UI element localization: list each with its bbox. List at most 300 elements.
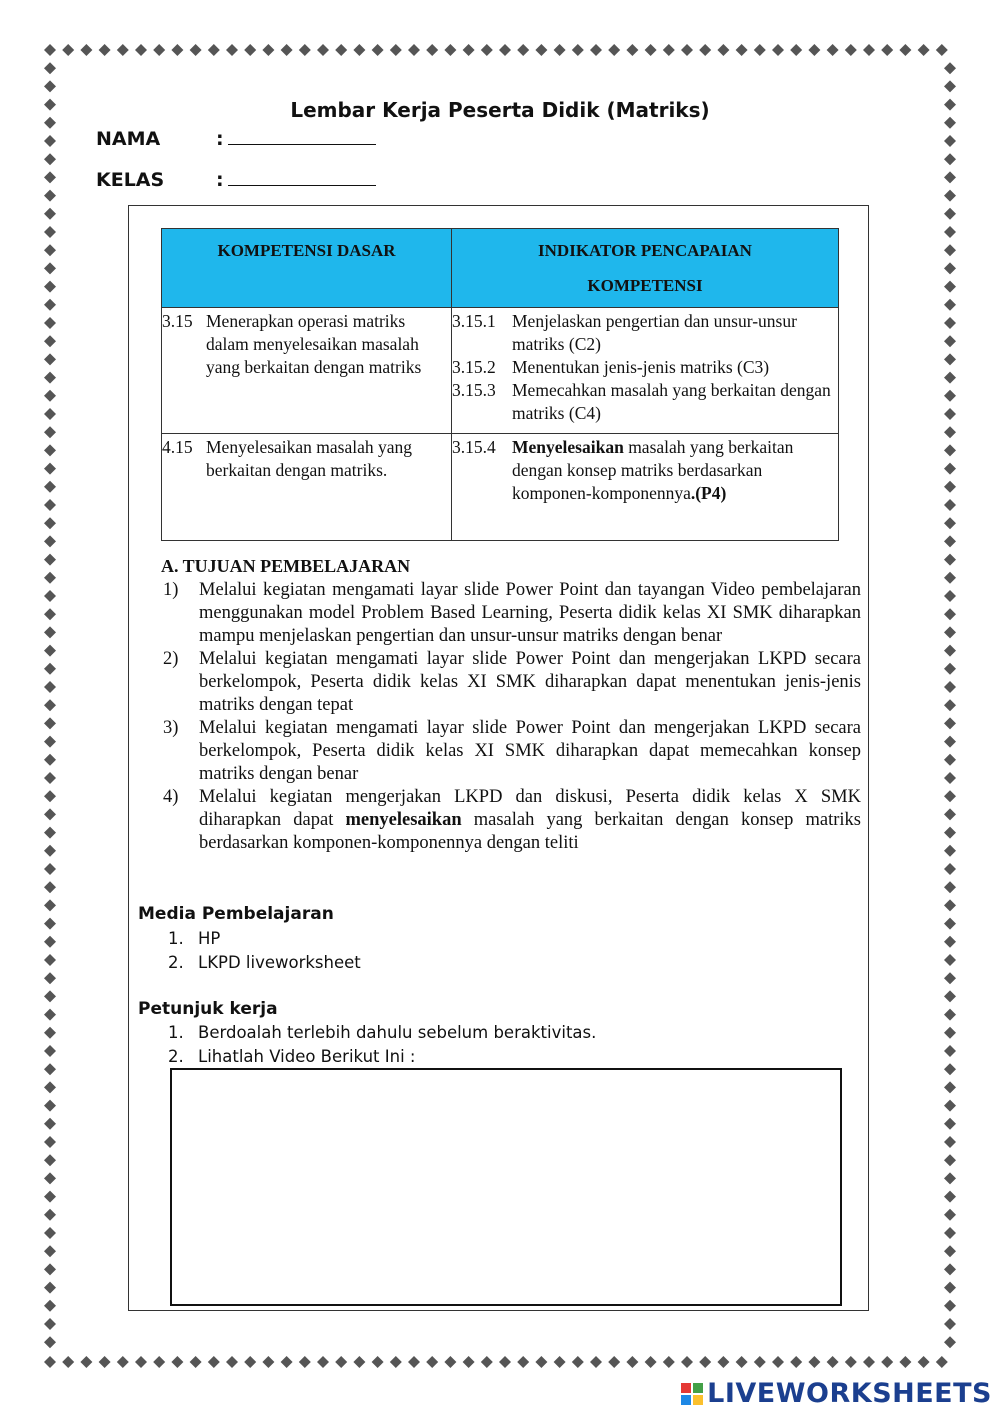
nama-blank[interactable] (228, 130, 376, 145)
item-number: 1. (168, 1023, 184, 1042)
diamond-mark (44, 1027, 56, 1039)
diamond-mark (944, 699, 956, 711)
diamond-mark (944, 190, 956, 202)
diamond-mark (44, 135, 56, 147)
diamond-mark (845, 44, 857, 56)
diamond-mark (335, 1356, 347, 1368)
diamond-mark (190, 44, 202, 56)
diamond-mark (44, 444, 56, 456)
diamond-mark (44, 1263, 56, 1275)
item-number: 2. (168, 953, 184, 972)
table-row (162, 434, 839, 541)
diamond-mark (44, 1227, 56, 1239)
diamond-mark (44, 572, 56, 584)
list-item (163, 579, 861, 648)
diamond-mark (663, 1356, 675, 1368)
diamond-mark (44, 1100, 56, 1112)
diamond-mark (408, 44, 420, 56)
diamond-mark (281, 1356, 293, 1368)
diamond-mark (44, 1136, 56, 1148)
diamond-mark (44, 481, 56, 493)
diamond-mark (944, 80, 956, 92)
diamond-mark (626, 1356, 638, 1368)
petunjuk-heading: Petunjuk kerja (138, 999, 278, 1019)
diamond-mark (944, 554, 956, 566)
diamond-mark (944, 663, 956, 675)
diamond-mark (317, 44, 329, 56)
diamond-mark (944, 281, 956, 293)
item-text-pre: Melalui kegiatan mengerjakan LKPD dan diskusi, Peserta didik kelas X SMK diharapkan dapat (199, 787, 861, 830)
diamond-mark (754, 1356, 766, 1368)
diamond-mark (44, 954, 56, 966)
diamond-mark (226, 44, 238, 56)
diamond-mark (44, 990, 56, 1002)
diamond-mark (208, 1356, 220, 1368)
diamond-mark (299, 1356, 311, 1368)
diamond-mark (517, 1356, 529, 1368)
diamond-mark (944, 717, 956, 729)
diamond-mark (44, 608, 56, 620)
diamond-mark (681, 44, 693, 56)
diamond-mark (944, 845, 956, 857)
diamond-mark (299, 44, 311, 56)
diamond-mark (944, 226, 956, 238)
diamond-mark (754, 44, 766, 56)
diamond-mark (281, 44, 293, 56)
diamond-mark (44, 1191, 56, 1203)
diamond-mark (590, 1356, 602, 1368)
diamond-mark (944, 918, 956, 930)
diamond-mark (663, 44, 675, 56)
diamond-mark (80, 44, 92, 56)
diamond-mark (44, 772, 56, 784)
diamond-mark (944, 1318, 956, 1330)
indicator-number: 3.15.1 (452, 311, 496, 331)
diamond-mark (44, 1356, 56, 1368)
diamond-mark (944, 517, 956, 529)
diamond-mark (117, 44, 129, 56)
diamond-mark (44, 827, 56, 839)
diamond-mark (44, 1336, 56, 1348)
diamond-mark (944, 353, 956, 365)
diamond-mark (944, 1063, 956, 1075)
diamond-mark (80, 1356, 92, 1368)
diamond-mark (44, 463, 56, 475)
diamond-mark (944, 153, 956, 165)
diamond-mark (944, 881, 956, 893)
list-item (163, 786, 861, 855)
page-title: Lembar Kerja Peserta Didik (Matriks) (290, 98, 710, 122)
diamond-mark (944, 171, 956, 183)
diamond-mark (699, 44, 711, 56)
diamond-mark (44, 1063, 56, 1075)
diamond-mark (353, 1356, 365, 1368)
diamond-mark (499, 44, 511, 56)
diamond-mark (244, 1356, 256, 1368)
diamond-mark (944, 1118, 956, 1130)
diamond-mark (944, 1227, 956, 1239)
list-item (163, 648, 861, 717)
list-item (168, 953, 361, 972)
diamond-mark (944, 1209, 956, 1221)
diamond-mark (944, 626, 956, 638)
diamond-mark (918, 44, 930, 56)
diamond-mark (117, 1356, 129, 1368)
diamond-mark (353, 44, 365, 56)
diamond-mark (499, 1356, 511, 1368)
diamond-mark (944, 244, 956, 256)
indicator-number: 3.15.4 (452, 437, 496, 457)
diamond-mark (944, 608, 956, 620)
diamond-mark (699, 1356, 711, 1368)
logo-square (693, 1395, 703, 1405)
diamond-mark (944, 1009, 956, 1021)
kelas-blank[interactable] (228, 171, 376, 186)
indicator-text (512, 436, 838, 505)
diamond-mark (44, 281, 56, 293)
kd-number: 3.15 (162, 311, 193, 331)
diamond-mark (944, 390, 956, 402)
item-text-post: masalah yang berkaitan dengan konsep matriks berdasarkan komponen-komponennya dengan teliti (199, 810, 861, 853)
diamond-mark (944, 863, 956, 875)
diamond-mark (626, 44, 638, 56)
diamond-mark (390, 1356, 402, 1368)
diamond-mark (944, 790, 956, 802)
item-text: Melalui kegiatan mengamati layar slide Power Point dan tayangan Video pembelajaran menggunakan model Problem Based Learning, Peserta didik kelas XI SMK diharapkan mampu menjelaskan pengertian dan unsur-unsur matriks dengan benar (199, 580, 861, 646)
col-header-indikator (452, 229, 839, 308)
diamond-mark (944, 681, 956, 693)
video-placeholder[interactable] (170, 1068, 842, 1306)
diamond-mark (517, 44, 529, 56)
diamond-mark (44, 936, 56, 948)
diamond-mark (44, 299, 56, 311)
diamond-mark (645, 1356, 657, 1368)
diamond-mark (944, 1027, 956, 1039)
diamond-mark (335, 44, 347, 56)
kd-number: 4.15 (162, 437, 193, 457)
diamond-mark (481, 1356, 493, 1368)
diamond-mark (171, 1356, 183, 1368)
diamond-mark (936, 44, 948, 56)
diamond-mark (572, 1356, 584, 1368)
diamond-mark (44, 972, 56, 984)
diamond-mark (944, 1045, 956, 1057)
diamond-mark (44, 44, 56, 56)
logo-square (681, 1383, 691, 1393)
diamond-mark (99, 44, 111, 56)
diamond-mark (62, 1356, 74, 1368)
list-item (163, 717, 861, 786)
diamond-mark (44, 1300, 56, 1312)
item-text: HP (198, 929, 221, 948)
diamond-mark (717, 1356, 729, 1368)
diamond-mark (944, 426, 956, 438)
item-number: 1. (168, 929, 184, 948)
diamond-mark (44, 590, 56, 602)
diamond-mark (554, 44, 566, 56)
indicator-text: Memecahkan masalah yang berkaitan dengan matriks (C4) (512, 380, 831, 423)
item-text: LKPD liveworksheet (198, 953, 361, 972)
diamond-mark (44, 372, 56, 384)
diamond-mark (44, 1081, 56, 1093)
diamond-mark (44, 881, 56, 893)
diamond-mark (808, 44, 820, 56)
diamond-mark (535, 1356, 547, 1368)
logo-square (693, 1383, 703, 1393)
diamond-mark (44, 317, 56, 329)
diamond-mark (790, 1356, 802, 1368)
indicator-text: Menjelaskan pengertian dan unsur-unsur matriks (C2) (512, 311, 797, 354)
item-text (199, 786, 861, 855)
logo-square (681, 1395, 691, 1405)
diamond-mark (572, 44, 584, 56)
item-text: Berdoalah terlebih dahulu sebelum beraktivitas. (198, 1023, 597, 1042)
diamond-mark (944, 972, 956, 984)
diamond-mark (944, 736, 956, 748)
diamond-mark (681, 1356, 693, 1368)
diamond-mark (944, 1300, 956, 1312)
indicator-bold: Menyelesaikan (512, 437, 624, 457)
nama-label: NAMA (96, 128, 161, 150)
nama-colon: : (216, 128, 224, 150)
item-number: 2. (168, 1047, 184, 1066)
diamond-mark (944, 645, 956, 657)
diamond-mark (944, 62, 956, 74)
item-number: 3) (163, 718, 179, 738)
diamond-mark (44, 535, 56, 547)
diamond-mark (944, 808, 956, 820)
diamond-mark (244, 44, 256, 56)
diamond-mark (208, 44, 220, 56)
indicator-text: Menentukan jenis-jenis matriks (C3) (512, 357, 770, 377)
diamond-mark (44, 226, 56, 238)
diamond-mark (944, 572, 956, 584)
diamond-mark (44, 208, 56, 220)
diamond-mark (44, 1318, 56, 1330)
diamond-mark (944, 772, 956, 784)
diamond-mark (44, 1209, 56, 1221)
diamond-mark (44, 699, 56, 711)
col-header-indikator-line2: KOMPETENSI (587, 276, 703, 295)
diamond-mark (190, 1356, 202, 1368)
diamond-mark (863, 44, 875, 56)
diamond-mark (944, 936, 956, 948)
diamond-mark (881, 1356, 893, 1368)
diamond-mark (881, 44, 893, 56)
diamond-mark (463, 1356, 475, 1368)
diamond-mark (944, 1191, 956, 1203)
diamond-mark (44, 1118, 56, 1130)
diamond-mark (44, 426, 56, 438)
item-text: Melalui kegiatan mengamati layar slide Power Point dan mengerjakan LKPD secara berkelompok, Peserta didik kelas XI SMK diharapkan dapat memecahkan konsep matriks dengan benar (199, 718, 861, 784)
indicator-number: 3.15.2 (452, 357, 496, 377)
item-text: Melalui kegiatan mengamati layar slide Power Point dan mengerjakan LKPD secara berkelompok, Peserta didik kelas XI SMK diharapkan dapat menentukan jenis-jenis matriks dengan tepat (199, 649, 861, 715)
item-text: Lihatlah Video Berikut Ini : (198, 1047, 416, 1066)
diamond-mark (44, 1282, 56, 1294)
diamond-mark (44, 717, 56, 729)
diamond-mark (535, 44, 547, 56)
diamond-mark (772, 1356, 784, 1368)
diamond-mark (262, 1356, 274, 1368)
list-item (168, 1047, 415, 1066)
kelas-field (96, 169, 376, 191)
diamond-mark (772, 44, 784, 56)
diamond-mark (944, 481, 956, 493)
diamond-mark (44, 790, 56, 802)
diamond-mark (44, 1245, 56, 1257)
diamond-mark (226, 1356, 238, 1368)
media-heading: Media Pembelajaran (138, 904, 334, 924)
diamond-mark (944, 1282, 956, 1294)
kd-text: Menerapkan operasi matriks dalam menyelesaikan masalah yang berkaitan dengan matriks (206, 311, 422, 377)
diamond-mark (44, 499, 56, 511)
tujuan-list (163, 579, 861, 855)
diamond-mark (944, 135, 956, 147)
diamond-mark (44, 899, 56, 911)
diamond-mark (153, 44, 165, 56)
diamond-mark (944, 1336, 956, 1348)
diamond-mark (44, 62, 56, 74)
liveworksheets-logo (681, 1378, 992, 1409)
diamond-mark (608, 44, 620, 56)
diamond-mark (944, 1081, 956, 1093)
diamond-mark (944, 1136, 956, 1148)
diamond-mark (554, 1356, 566, 1368)
list-item (168, 1023, 596, 1042)
item-number: 4) (163, 787, 179, 807)
diamond-mark (44, 80, 56, 92)
diamond-mark (944, 444, 956, 456)
diamond-mark (481, 44, 493, 56)
diamond-mark (444, 44, 456, 56)
competency-table (161, 228, 839, 541)
kelas-colon: : (216, 169, 224, 191)
diamond-mark (44, 153, 56, 165)
diamond-mark (153, 1356, 165, 1368)
diamond-mark (944, 335, 956, 347)
diamond-mark (863, 1356, 875, 1368)
diamond-mark (44, 681, 56, 693)
diamond-mark (944, 590, 956, 602)
table-row (162, 308, 839, 434)
diamond-mark (944, 262, 956, 274)
diamond-mark (790, 44, 802, 56)
diamond-mark (426, 1356, 438, 1368)
diamond-mark (736, 1356, 748, 1368)
diamond-mark (944, 372, 956, 384)
diamond-mark (44, 335, 56, 347)
diamond-mark (99, 1356, 111, 1368)
list-item (168, 929, 220, 948)
col-header-indikator-line1: INDIKATOR PENCAPAIAN (538, 241, 752, 260)
diamond-mark (944, 499, 956, 511)
diamond-mark (44, 863, 56, 875)
diamond-mark (44, 1009, 56, 1021)
diamond-mark (944, 1172, 956, 1184)
diamond-mark (44, 663, 56, 675)
diamond-mark (645, 44, 657, 56)
diamond-mark (463, 44, 475, 56)
kd-cell (162, 434, 452, 541)
diamond-mark (899, 44, 911, 56)
diamond-mark (944, 299, 956, 311)
diamond-mark (590, 44, 602, 56)
diamond-mark (936, 1356, 948, 1368)
diamond-mark (608, 1356, 620, 1368)
diamond-mark (44, 408, 56, 420)
diamond-mark (827, 44, 839, 56)
diamond-mark (918, 1356, 930, 1368)
diamond-mark (44, 845, 56, 857)
diamond-mark (44, 1172, 56, 1184)
diamond-mark (262, 44, 274, 56)
diamond-mark (426, 44, 438, 56)
diamond-mark (944, 1154, 956, 1166)
diamond-mark (44, 390, 56, 402)
diamond-mark (944, 317, 956, 329)
diamond-mark (944, 1100, 956, 1112)
diamond-mark (317, 1356, 329, 1368)
indicator-cell (452, 434, 839, 541)
diamond-mark (390, 44, 402, 56)
indicator-tail: .(P4) (690, 483, 727, 503)
diamond-mark (944, 1263, 956, 1275)
diamond-mark (944, 954, 956, 966)
diamond-mark (44, 244, 56, 256)
diamond-mark (736, 44, 748, 56)
diamond-mark (44, 626, 56, 638)
diamond-mark (944, 990, 956, 1002)
nama-field (96, 128, 376, 150)
diamond-mark (44, 517, 56, 529)
diamond-mark (44, 754, 56, 766)
diamond-mark (62, 44, 74, 56)
diamond-mark (135, 44, 147, 56)
diamond-mark (944, 1245, 956, 1257)
indicator-body: masalah yang berkaitan dengan konsep matriks berdasarkan komponen-komponennya (512, 437, 794, 503)
diamond-mark (372, 1356, 384, 1368)
kd-text: Menyelesaikan masalah yang berkaitan dengan matriks. (206, 437, 413, 480)
indicator-number: 3.15.3 (452, 380, 496, 400)
kd-cell (162, 308, 452, 434)
diamond-mark (44, 1045, 56, 1057)
diamond-mark (135, 1356, 147, 1368)
diamond-mark (899, 1356, 911, 1368)
diamond-mark (944, 408, 956, 420)
diamond-mark (44, 736, 56, 748)
table-header-row (162, 229, 839, 308)
diamond-mark (44, 353, 56, 365)
diamond-mark (808, 1356, 820, 1368)
diamond-mark (717, 44, 729, 56)
diamond-mark (44, 645, 56, 657)
diamond-mark (944, 463, 956, 475)
diamond-mark (44, 554, 56, 566)
kelas-label: KELAS (96, 169, 165, 191)
diamond-mark (827, 1356, 839, 1368)
diamond-mark (44, 262, 56, 274)
diamond-mark (944, 208, 956, 220)
diamond-mark (44, 190, 56, 202)
item-text-bold: menyelesaikan (345, 810, 462, 830)
brand-text: LIVEWORKSHEETS (707, 1378, 992, 1409)
diamond-mark (845, 1356, 857, 1368)
diamond-mark (444, 1356, 456, 1368)
diamond-mark (408, 1356, 420, 1368)
item-number: 2) (163, 649, 179, 669)
diamond-mark (44, 918, 56, 930)
diamond-mark (44, 171, 56, 183)
